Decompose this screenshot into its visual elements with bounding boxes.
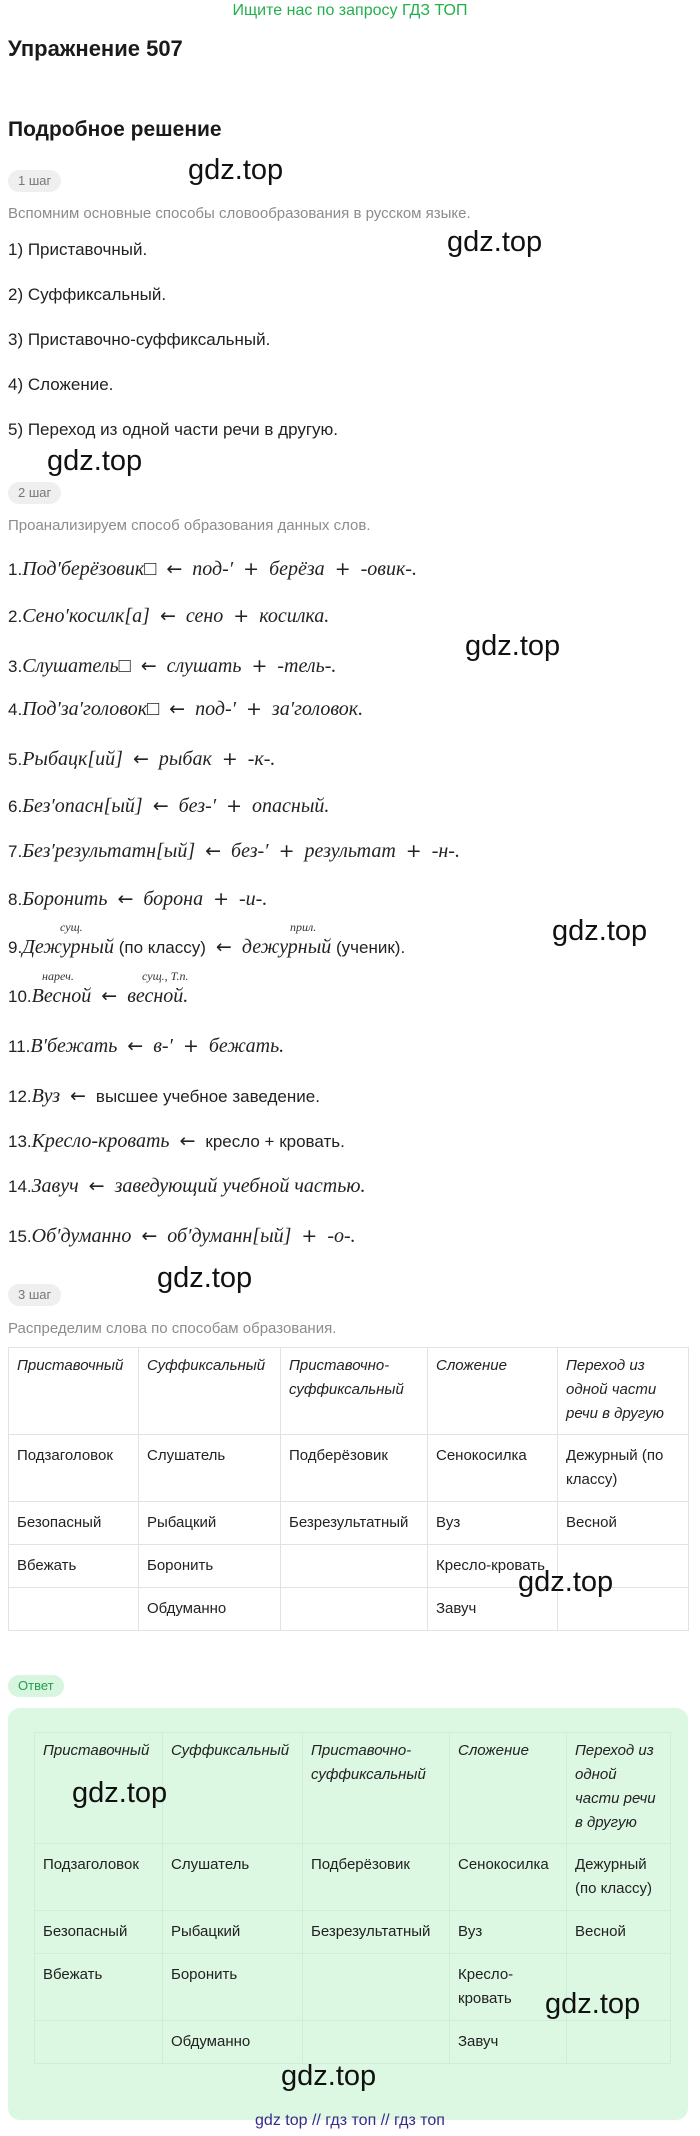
derivation-arrow: ← xyxy=(127,1035,144,1057)
part-of-speech-note: сущ., Т.п. xyxy=(142,969,189,983)
table-cell: Вбежать xyxy=(9,1545,139,1588)
table-cell xyxy=(9,1588,139,1631)
watermark: gdz.top xyxy=(518,1566,614,1598)
table-header-cell: Приставочно-суффиксальный xyxy=(281,1348,428,1435)
analyzed-word: Об′думанно xyxy=(31,1225,132,1247)
watermark: gdz.top xyxy=(545,1988,641,2020)
table-cell: Рыбацкий xyxy=(139,1502,281,1545)
analyzed-word: Весной xyxy=(31,985,92,1007)
table-cell: Сенокосилка xyxy=(450,1844,567,1911)
table-header-cell: Приставочный xyxy=(35,1733,163,1844)
word-analysis-line xyxy=(8,888,267,911)
table-cell: Обдуманно xyxy=(139,1588,281,1631)
search-banner[interactable]: Ищите нас по запросу ГДЗ ТОП xyxy=(232,2,468,19)
plus-sign: + xyxy=(245,698,262,720)
morpheme: под-′ xyxy=(195,698,236,720)
table-cell xyxy=(35,2021,163,2064)
table-cell: Кресло-кровать xyxy=(450,1954,567,2021)
derivation-arrow: ← xyxy=(166,558,183,580)
table-header-cell: Приставочный xyxy=(9,1348,139,1435)
analyzed-word: Завуч xyxy=(31,1175,79,1197)
analyzed-word: Под′за′головок□ xyxy=(22,698,160,720)
table-cell xyxy=(303,1954,450,2021)
analyzed-word: Сено′косилк[а] xyxy=(22,605,150,627)
table-row xyxy=(35,1911,671,1954)
step-1-intro: Вспомним основные способы словообразования в русском языке. xyxy=(8,205,471,222)
derivation-arrow: ← xyxy=(140,655,157,677)
table-cell: Обдуманно xyxy=(163,2021,303,2064)
derivation-arrow: ← xyxy=(88,1175,105,1197)
word-analysis-line xyxy=(8,558,417,581)
watermark: gdz.top xyxy=(447,226,543,258)
table-cell xyxy=(567,2021,671,2064)
morpheme: об′думанн[ый] xyxy=(167,1225,292,1247)
watermark: gdz.top xyxy=(72,1777,168,1809)
morpheme: сено xyxy=(185,605,224,627)
table-cell: Кресло-кровать xyxy=(428,1545,558,1588)
answer-box xyxy=(8,1708,688,2120)
table-header-cell: Сложение xyxy=(428,1348,558,1435)
list-item: 4) Сложение. xyxy=(8,375,114,394)
table-cell: Сенокосилка xyxy=(428,1435,558,1502)
plus-sign: + xyxy=(221,748,238,770)
word-analysis-line xyxy=(8,795,329,818)
table-cell: Безрезультатный xyxy=(281,1502,428,1545)
line-number: 10. xyxy=(8,987,32,1006)
table-cell xyxy=(303,2021,450,2064)
footer-links[interactable]: gdz top // гдз топ // гдз топ xyxy=(255,2112,445,2129)
table-cell: Вбежать xyxy=(35,1954,163,2021)
morpheme: -к-. xyxy=(247,748,276,770)
part-of-speech-note: прил. xyxy=(290,920,317,934)
table-header-cell: Переход из одной части речи в другую xyxy=(558,1348,689,1435)
analyzed-word: Боронить xyxy=(22,888,108,910)
word-analysis-line xyxy=(8,1085,320,1108)
word-analysis-line xyxy=(8,748,275,771)
analyzed-word: Слушатель□ xyxy=(22,655,131,677)
plus-sign: + xyxy=(278,840,295,862)
morpheme: берёза xyxy=(269,558,325,580)
line-number: 13. xyxy=(8,1132,32,1151)
source-word: высшее учебное заведение. xyxy=(95,1087,320,1106)
morpheme: -и-. xyxy=(239,888,268,910)
analyzed-word: Под′берёзовик□ xyxy=(22,558,157,580)
morpheme: в-′ xyxy=(153,1035,173,1057)
word-note: (по классу) xyxy=(113,938,206,957)
table-cell: Вуз xyxy=(450,1911,567,1954)
morpheme: без-′ xyxy=(231,840,269,862)
table-header-cell: Переход из одной части речи в другую xyxy=(567,1733,671,1844)
step-3-badge: 3 шаг xyxy=(8,1284,61,1306)
table-header-cell: Суффиксальный xyxy=(163,1733,303,1844)
line-number: 5. xyxy=(8,750,23,769)
morpheme: за′головок. xyxy=(271,698,364,720)
step-3-intro: Распределим слова по способам образования. xyxy=(8,1320,337,1337)
table-cell: Подберёзовик xyxy=(303,1844,450,1911)
source-word: заведующий учебной частью. xyxy=(114,1175,366,1197)
plus-sign: + xyxy=(182,1035,199,1057)
list-item: 5) Переход из одной части речи в другую. xyxy=(8,420,339,439)
word-analysis-line xyxy=(8,1035,284,1058)
table-cell: Вуз xyxy=(428,1502,558,1545)
source-word: кресло + кровать. xyxy=(205,1132,345,1151)
line-number: 12. xyxy=(8,1087,32,1106)
table-cell xyxy=(281,1545,428,1588)
analyzed-word: Рыбацк[ий] xyxy=(22,748,123,770)
watermark: gdz.top xyxy=(552,915,648,947)
table-cell: Дежурный (по классу) xyxy=(558,1435,689,1502)
word-analysis-line xyxy=(8,655,336,678)
table-cell: Подзаголовок xyxy=(9,1435,139,1502)
plus-sign: + xyxy=(213,888,230,910)
analyzed-word: Кресло-кровать xyxy=(31,1130,170,1152)
plus-sign: + xyxy=(243,558,260,580)
line-number: 2. xyxy=(8,607,23,626)
analyzed-word: Без′результатн[ый] xyxy=(22,840,196,862)
morpheme: бежать. xyxy=(208,1035,285,1057)
watermark: gdz.top xyxy=(157,1262,253,1294)
watermark: gdz.top xyxy=(47,445,143,477)
table-row xyxy=(35,2021,671,2064)
plus-sign: + xyxy=(301,1225,318,1247)
table-cell: Весной xyxy=(558,1502,689,1545)
plus-sign: + xyxy=(251,655,268,677)
table-row xyxy=(9,1502,689,1545)
table-cell: Безопасный xyxy=(35,1911,163,1954)
source-note: (ученик). xyxy=(331,938,406,957)
table-cell: Безрезультатный xyxy=(303,1911,450,1954)
line-number: 3. xyxy=(8,657,23,676)
step-2-badge: 2 шаг xyxy=(8,482,61,504)
morpheme: -тель-. xyxy=(277,655,337,677)
page-title: Упражнение 507 xyxy=(8,36,183,61)
morpheme: борона xyxy=(143,888,204,910)
derivation-arrow: ← xyxy=(215,936,232,958)
source-word: дежурный xyxy=(241,936,332,958)
answer-badge: Ответ xyxy=(8,1675,64,1697)
word-analysis-line xyxy=(8,1130,345,1153)
part-of-speech-note: сущ. xyxy=(60,920,83,934)
line-number: 4. xyxy=(8,700,23,719)
word-analysis-line xyxy=(8,1175,365,1198)
section-title: Подробное решение xyxy=(8,118,222,141)
line-number: 11. xyxy=(8,1037,31,1056)
derivation-arrow: ← xyxy=(70,1085,86,1107)
derivation-arrow: ← xyxy=(101,985,118,1007)
table-cell: Слушатель xyxy=(139,1435,281,1502)
morpheme: -н-. xyxy=(431,840,460,862)
line-number: 15. xyxy=(8,1227,32,1246)
plus-sign: + xyxy=(233,605,250,627)
derivation-arrow: ← xyxy=(141,1225,158,1247)
table-cell: Боронить xyxy=(163,1954,303,2021)
word-analysis-line xyxy=(8,698,363,721)
derivation-arrow: ← xyxy=(117,888,134,910)
line-number: 6. xyxy=(8,797,23,816)
morpheme: рыбак xyxy=(158,748,212,770)
word-analysis-line xyxy=(8,1225,356,1248)
derivation-arrow: ← xyxy=(169,698,186,720)
derivation-arrow: ← xyxy=(179,1130,196,1152)
table-cell: Подзаголовок xyxy=(35,1844,163,1911)
plus-sign: + xyxy=(334,558,351,580)
table-header-cell: Сложение xyxy=(450,1733,567,1844)
line-number: 7. xyxy=(8,842,23,861)
derivation-arrow: ← xyxy=(159,605,176,627)
word-analysis-line xyxy=(8,985,188,1008)
table-header-cell: Приставочно-суффиксальный xyxy=(303,1733,450,1844)
word-analysis-line xyxy=(8,840,460,863)
line-number: 9. xyxy=(8,938,23,957)
watermark: gdz.top xyxy=(281,2060,377,2092)
morpheme: -овик-. xyxy=(360,558,417,580)
analyzed-word: В′бежать xyxy=(30,1035,118,1057)
derivation-arrow: ← xyxy=(152,795,169,817)
analyzed-word: Без′опасн[ый] xyxy=(22,795,143,817)
word-analysis-line xyxy=(8,936,405,959)
table-row xyxy=(35,1844,671,1911)
table-cell xyxy=(281,1588,428,1631)
list-item: 3) Приставочно-суффиксальный. xyxy=(8,330,271,349)
table-cell: Подберёзовик xyxy=(281,1435,428,1502)
table-cell: Дежурный (по классу) xyxy=(567,1844,671,1911)
watermark: gdz.top xyxy=(188,154,284,186)
list-item: 1) Приставочный. xyxy=(8,240,148,259)
morpheme: косилка. xyxy=(259,605,330,627)
morpheme: без-′ xyxy=(178,795,217,817)
derivation-arrow: ← xyxy=(205,840,222,862)
list-item: 2) Суффиксальный. xyxy=(8,285,167,304)
analyzed-word: Вуз xyxy=(31,1085,60,1107)
step-2-intro: Проанализируем способ образования данных слов. xyxy=(8,517,371,534)
analyzed-word: Дежурный xyxy=(22,936,114,958)
table-cell: Завуч xyxy=(428,1588,558,1631)
line-number: 1. xyxy=(8,560,23,579)
table-cell: Завуч xyxy=(450,2021,567,2064)
line-number: 14. xyxy=(8,1177,32,1196)
morpheme: опасный. xyxy=(252,795,330,817)
step-1-badge: 1 шаг xyxy=(8,170,61,192)
line-number: 8. xyxy=(8,890,23,909)
part-of-speech-note: нареч. xyxy=(42,969,74,983)
plus-sign: + xyxy=(226,795,243,817)
morpheme: слушать xyxy=(166,655,242,677)
morpheme: -о-. xyxy=(327,1225,356,1247)
derivation-arrow: ← xyxy=(132,748,149,770)
table-row xyxy=(9,1435,689,1502)
table-cell: Слушатель xyxy=(163,1844,303,1911)
watermark: gdz.top xyxy=(465,630,561,662)
plus-sign: + xyxy=(405,840,422,862)
morpheme: под-′ xyxy=(192,558,234,580)
morpheme: результат xyxy=(304,840,396,862)
source-word: весной. xyxy=(127,985,189,1007)
table-header-cell: Суффиксальный xyxy=(139,1348,281,1435)
word-analysis-line xyxy=(8,605,329,628)
table-cell: Рыбацкий xyxy=(163,1911,303,1954)
table-cell: Боронить xyxy=(139,1545,281,1588)
table-cell: Безопасный xyxy=(9,1502,139,1545)
table-cell: Весной xyxy=(567,1911,671,1954)
